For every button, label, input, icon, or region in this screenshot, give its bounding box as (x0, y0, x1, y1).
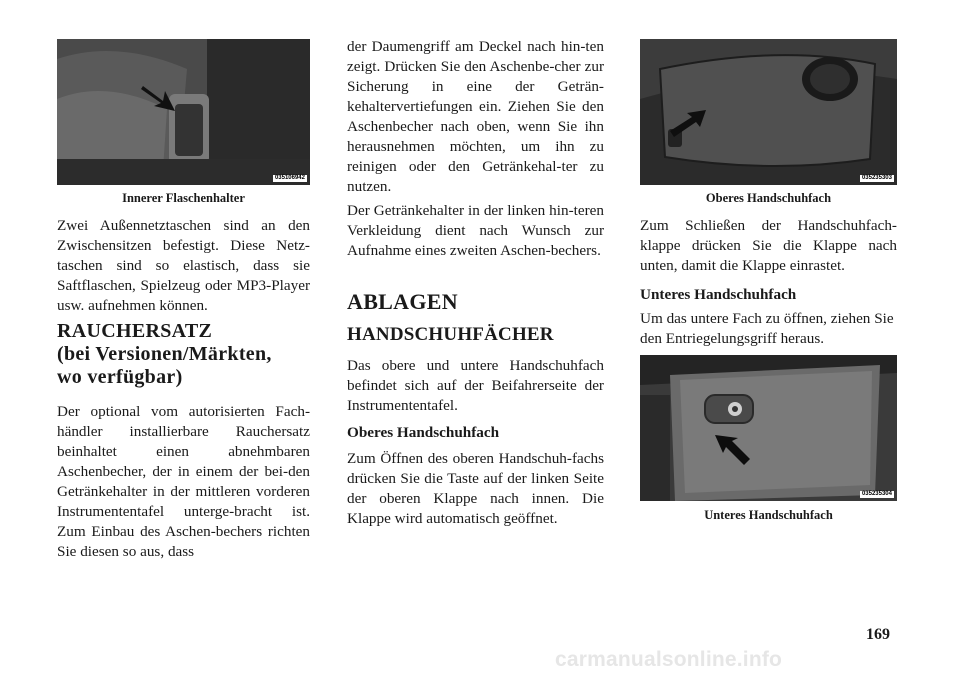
caption-lower-glove-box: Unteres Handschuhfach (704, 508, 833, 522)
photo-code: 035235304 (861, 491, 892, 497)
lower-glove-box-illustration (640, 355, 897, 501)
photo-code: 035106942 (274, 175, 305, 181)
paragraph-upper-glove-box-open: Zum Öffnen des oberen Handschuh-fachs drücken Sie die Taste auf der linken Seite der oberen Klappe nach innen. Die Klappe wird automatisch geöffnet. (347, 450, 604, 527)
page-number: 169 (866, 626, 890, 643)
paragraph-upper-glove-box-close: Zum Schließen der Handschuhfach-klappe drücken Sie die Klappe nach unten, damit die Klappe einrastet. (640, 217, 897, 274)
caption-upper-glove-box: Oberes Handschuhfach (705, 191, 832, 205)
heading-smoker-kit (57, 320, 310, 389)
photo-lower-glove-box (640, 355, 897, 501)
upper-glove-box-illustration (640, 39, 897, 185)
watermark: carmanualsonline.info (555, 648, 783, 671)
heading-smoker-kit-line3: wo verfügbar) (57, 366, 183, 388)
heading-storage: ABLAGEN (347, 289, 458, 314)
photo-upper-glove-box (640, 39, 897, 185)
paragraph-smoker-kit: Der optional vom autorisierten Fach-händler installierbare Rauchersatz beinhaltet einen abnehmbaren Aschenbecher, der in einem der bei-den Getränkehalter in der mittleren vorderen Instrumententafel unterge-bracht ist. Zum Einbau des Aschen-bechers richten Sie diesen so aus, dass (57, 403, 310, 560)
photo-code: 035235303 (861, 175, 892, 181)
caption-bottle-holder: Innerer Flaschenhalter (122, 191, 245, 205)
photo-bottle-holder (57, 39, 310, 185)
paragraph-lower-glove-box-open: Um das untere Fach zu öffnen, ziehen Sie den Entriegelungsgriff heraus. (640, 310, 894, 347)
bottle-holder-illustration (57, 39, 310, 185)
subheading-lower-glove-box: Unteres Handschuhfach (640, 286, 797, 303)
heading-glove-boxes: HANDSCHUHFÄCHER (347, 324, 554, 345)
paragraph-net-pockets: Zwei Außennetztaschen sind an den Zwischensitzen befestigt. Diese Netz-taschen sind so elastisch, dass sie Saftflaschen, Spielzeug oder MP3-Player usw. aufnehmen können. (57, 217, 310, 314)
heading-smoker-kit-line1: RAUCHERSATZ (57, 320, 213, 342)
subheading-upper-glove-box: Oberes Handschuhfach (347, 424, 500, 441)
paragraph-ashtray-install: der Daumengriff am Deckel nach hin-ten zeigt. Drücken Sie den Aschenbe-cher zur Sicherung in eine der Geträn-kehaltervertiefungen ein. Ziehen Sie den Aschenbecher nach oben, wenn Sie ihn herausnehmen möchten, um ihn zu reinigen oder den Getränkehal-ter zu nutzen. (347, 38, 604, 195)
paragraph-glove-box-location: Das obere und untere Handschuhfach befindet sich auf der Beifahrerseite der Instrumententafel. (347, 357, 604, 414)
heading-smoker-kit-line2: (bei Versionen/Märkten, (57, 343, 272, 365)
paragraph-second-ashtray: Der Getränkehalter in der linken hin-teren Verkleidung dient nach Wunsch zur Aufnahme eines zweiten Aschen-bechers. (347, 202, 604, 259)
